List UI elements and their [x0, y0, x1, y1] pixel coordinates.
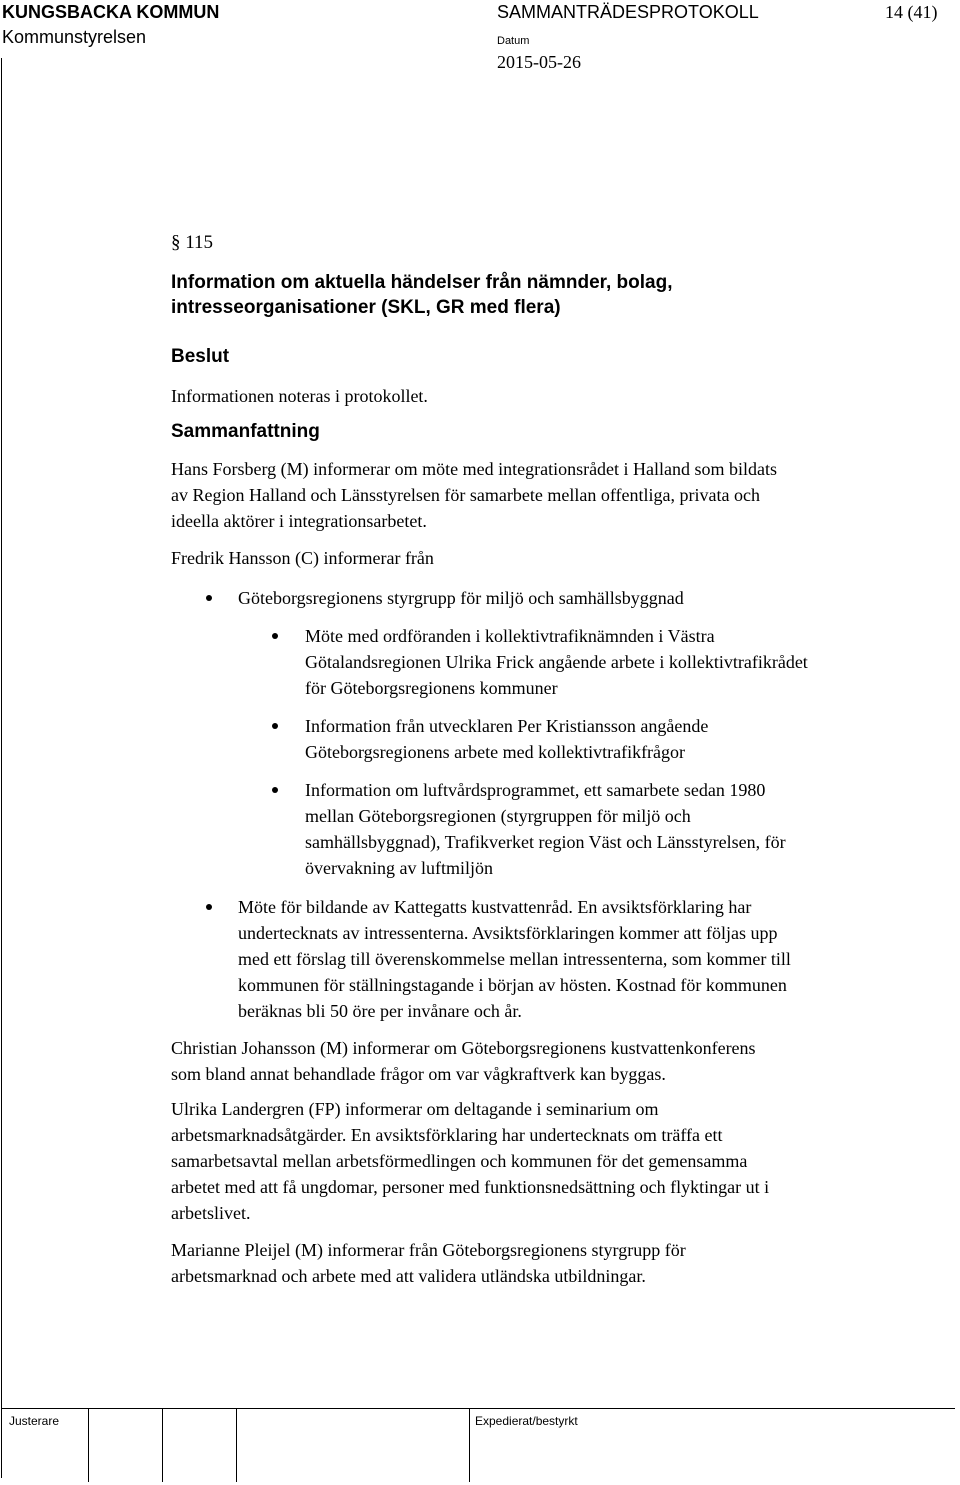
left-margin-line — [1, 58, 2, 1478]
text-line: Marianne Pleijel (M) informerar från Göteborgsregionens styrgrupp för — [171, 1240, 686, 1260]
footer-signature-box-divider — [469, 1409, 470, 1482]
paragraph-hansson: Fredrik Hansson (C) informerar från — [171, 548, 434, 568]
justerare-label: Justerare — [9, 1414, 60, 1428]
bullet-icon — [272, 723, 278, 729]
text-line: arbetsmarknad och arbete med att validera utländska utbildningar. — [171, 1266, 646, 1286]
sub-bullet-luftvard — [305, 777, 786, 881]
bullet-kustvattenrad — [238, 894, 791, 1024]
text-line: Götalandsregionen Ulrika Frick angående arbete i kollektivtrafikrådet — [305, 652, 808, 672]
footer-signature-box-divider — [236, 1409, 237, 1482]
sammanfattning-heading: Sammanfattning — [171, 421, 320, 442]
text-line: samarbetsavtal mellan arbetsförmedlingen och kommunen för det gemensamma — [171, 1151, 748, 1171]
bullet-icon — [206, 595, 212, 601]
text-line: Ulrika Landergren (FP) informerar om deltagande i seminarium om — [171, 1099, 659, 1119]
date-label: Datum — [497, 35, 530, 47]
paragraph-forsberg — [171, 456, 777, 534]
footer-signature-box-divider — [88, 1409, 89, 1482]
text-line: Göteborgsregionens arbete med kollektivtrafikfrågor — [305, 742, 686, 762]
text-line: övervakning av luftmiljön — [305, 858, 493, 878]
item-title — [171, 270, 673, 320]
text-line: kommunen för ställningstagande i början av hösten. Kostnad för kommunen — [238, 975, 787, 995]
expedierat-label: Expedierat/bestyrkt — [475, 1414, 578, 1428]
text-line: arbetet med att få ungdomar, personer med funktionsnedsättning och flyktingar ut i — [171, 1177, 770, 1197]
beslut-text: Informationen noteras i protokollet. — [171, 386, 428, 406]
footer-signature-box-divider — [162, 1409, 163, 1482]
organization-name: KUNGSBACKA KOMMUN — [2, 2, 220, 22]
text-line: som bland annat behandlade frågor om var vågkraftverk kan byggas. — [171, 1064, 666, 1084]
sub-bullet-mote — [305, 623, 808, 701]
bullet-icon — [272, 787, 278, 793]
committee-name: Kommunstyrelsen — [2, 27, 147, 47]
paragraph-pleijel — [171, 1237, 686, 1289]
text-line: undertecknats av intressenterna. Avsiktsförklaringen kommer att följas upp — [238, 923, 778, 943]
beslut-heading: Beslut — [171, 346, 230, 367]
text-line: Information om luftvårdsprogrammet, ett samarbete sedan 1980 — [305, 780, 766, 800]
footer-divider — [2, 1408, 955, 1409]
text-line: av Region Halland och Länsstyrelsen för samarbete mellan offentliga, privata och — [171, 485, 760, 505]
text-line: för Göteborgsregionens kommuner — [305, 678, 558, 698]
text-line: arbetslivet. — [171, 1203, 251, 1223]
document-type: SAMMANTRÄDESPROTOKOLL — [497, 2, 759, 22]
text-line: Möte med ordföranden i kollektivtrafiknämnden i Västra — [305, 626, 715, 646]
text-line: Information från utvecklaren Per Kristiansson angående — [305, 716, 709, 736]
paragraph-johansson — [171, 1035, 756, 1087]
title-line: Information om aktuella händelser från nämnder, bolag, — [171, 272, 673, 293]
text-line: Christian Johansson (M) informerar om Göteborgsregionens kustvattenkonferens — [171, 1038, 756, 1058]
meeting-date: 2015-05-26 — [497, 52, 581, 72]
text-line: samhällsbyggnad), Trafikverket region Väst och Länsstyrelsen, för — [305, 832, 786, 852]
text-line: beräknas bli 50 öre per invånare och år. — [238, 1001, 522, 1021]
text-line: mellan Göteborgsregionen (styrgruppen för miljö och — [305, 806, 691, 826]
bullet-styrgrupp: Göteborgsregionens styrgrupp för miljö och samhällsbyggnad — [238, 588, 684, 608]
page-number: 14 (41) — [885, 2, 938, 22]
sub-bullet-utvecklaren — [305, 713, 708, 765]
section-number: § 115 — [171, 232, 214, 253]
text-line: med ett förslag till överenskommelse mellan intressenterna, som kommer till — [238, 949, 791, 969]
text-line: ideella aktörer i integrationsarbetet. — [171, 511, 427, 531]
text-line: Möte för bildande av Kattegatts kustvattenråd. En avsiktsförklaring har — [238, 897, 752, 917]
title-line: intresseorganisationer (SKL, GR med flera) — [171, 297, 561, 318]
bullet-icon — [206, 904, 212, 910]
bullet-icon — [272, 633, 278, 639]
paragraph-landergren — [171, 1096, 769, 1226]
text-line: arbetsmarknadsåtgärder. En avsiktsförklaring har undertecknats om träffa ett — [171, 1125, 723, 1145]
text-line: Hans Forsberg (M) informerar om möte med integrationsrådet i Halland som bildats — [171, 459, 778, 479]
